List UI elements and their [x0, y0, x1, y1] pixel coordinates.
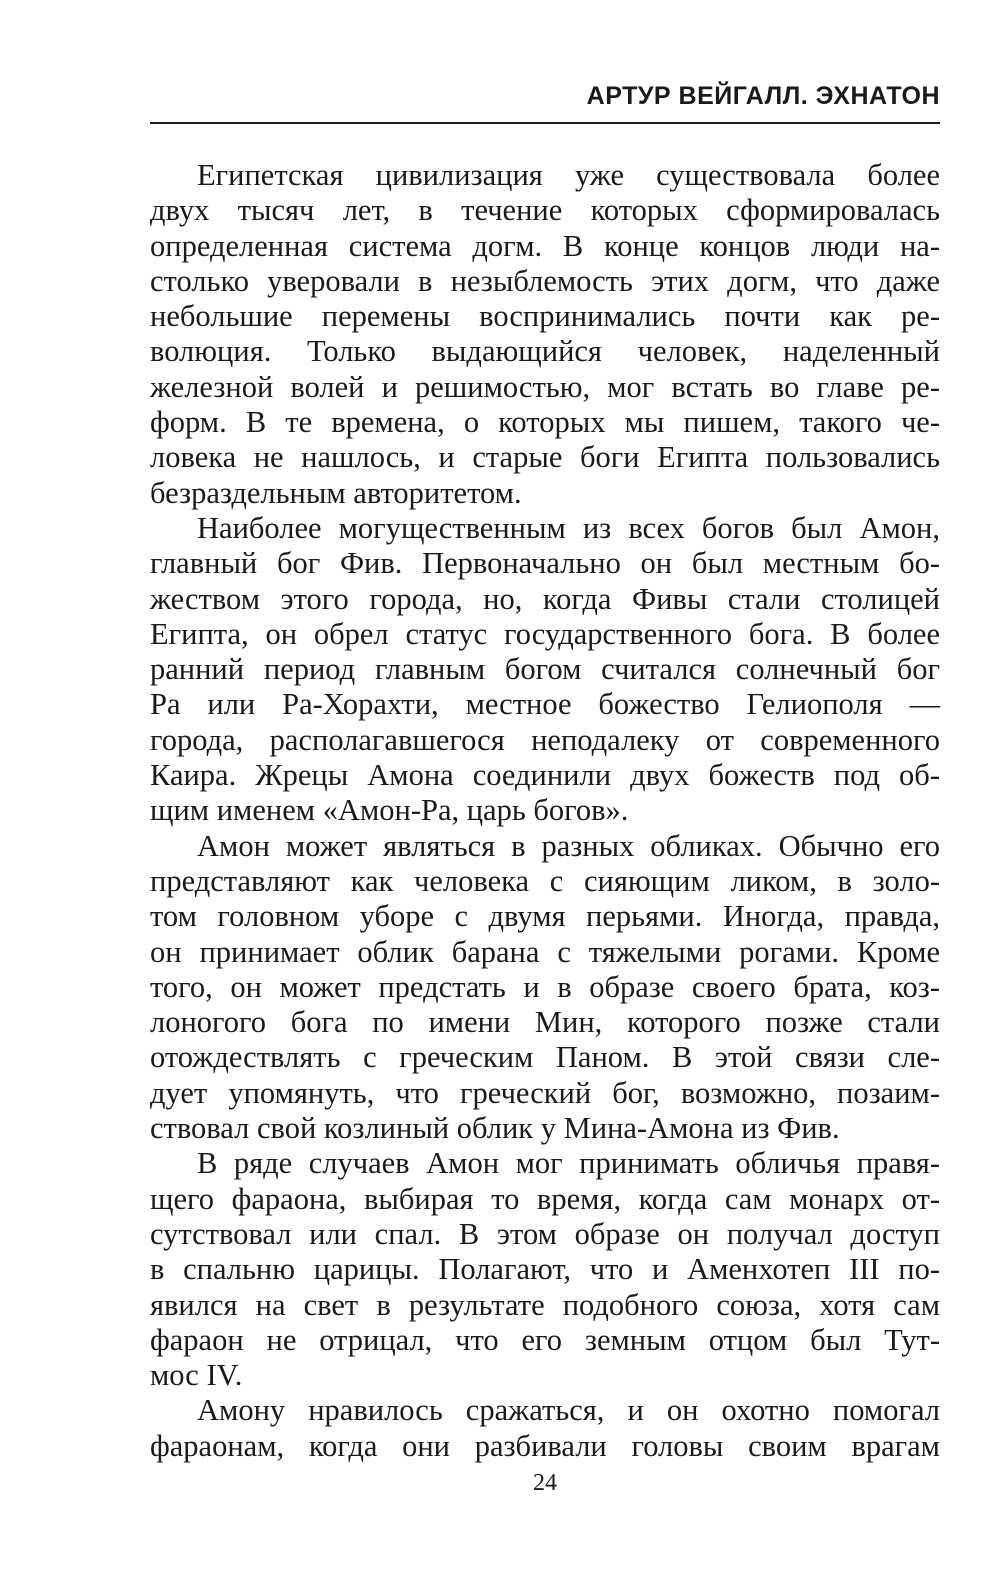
text-line: в спальню царицы. Полагают, что и Аменхотеп III по- — [150, 1252, 940, 1287]
paragraph-3 — [150, 829, 940, 1147]
text-line: железной волей и решимостью, мог встать во главе ре- — [150, 369, 940, 404]
text-line: волюция. Только выдающийся человек, наделенный — [150, 334, 940, 369]
text-line: безраздельным авторитетом. — [150, 475, 522, 510]
text-line: фараон не отрицал, что его земным отцом был Тут- — [150, 1322, 940, 1357]
paragraph-4 — [150, 1146, 940, 1393]
text-line: щего фараона, выбирая то время, когда сам монарх от- — [150, 1181, 940, 1216]
paragraph-5 — [150, 1393, 940, 1464]
text-line: ствовал свой козлиный облик у Мина-Амона из Фив. — [150, 1111, 840, 1146]
text-line: Ра или Ра-Хорахти, местное божество Гелиополя — — [150, 687, 940, 722]
text-line: представляют как человека с сияющим ликом, в золо- — [150, 863, 940, 898]
text-line: того, он может предстать и в образе своего брата, коз- — [150, 969, 940, 1004]
text-line: Амону нравилось сражаться, и он охотно помогал — [197, 1393, 940, 1428]
body-text — [150, 158, 940, 1464]
text-line: отождествлять с греческим Паном. В этой связи сле- — [150, 1040, 940, 1075]
text-line: Египетская цивилизация уже существовала более — [197, 158, 940, 192]
text-line: ранний период главным богом считался солнечный бог — [150, 652, 940, 687]
text-line: жеством этого города, но, когда Фивы стали столицей — [150, 581, 940, 616]
text-line: главный бог Фив. Первоначально он был местным бо- — [150, 546, 940, 581]
page-number: 24 — [533, 1470, 557, 1496]
text-line: том головном уборе с двумя перьями. Иногда, правда, — [150, 899, 940, 934]
text-line: ловека не нашлось, и старые боги Египта пользовались — [150, 440, 940, 475]
header-rule — [150, 122, 940, 124]
text-line: лоногого бога по имени Мин, которого позже стали — [150, 1005, 940, 1040]
text-line: дует упомянуть, что греческий бог, возможно, позаим- — [150, 1075, 940, 1110]
text-line: мос IV. — [150, 1358, 243, 1393]
text-line: сутствовал или спал. В этом образе он получал доступ — [150, 1216, 940, 1251]
text-line: определенная система догм. В конце концов люди на- — [150, 228, 940, 263]
text-line: форм. В те времена, о которых мы пишем, такого че- — [150, 405, 940, 440]
paragraph-1 — [150, 158, 940, 511]
text-line: Египта, он обрел статус государственного бога. В более — [150, 616, 940, 651]
text-line: фараонам, когда они разбивали головы своим врагам — [150, 1428, 940, 1463]
text-line: В ряде случаев Амон мог принимать обличья правя- — [197, 1146, 940, 1181]
text-line: Амон может являться в разных обликах. Обычно его — [197, 828, 940, 863]
text-line: он принимает облик барана с тяжелыми рогами. Кроме — [150, 934, 940, 969]
text-line: Каира. Жрецы Амона соединили двух божеств под об- — [150, 758, 940, 793]
text-line: явился на свет в результате подобного союза, хотя сам — [150, 1287, 940, 1322]
text-line: Наиболее могущественным из всех богов был Амон, — [197, 510, 940, 545]
text-line: щим именем «Амон-Ра, царь богов». — [150, 793, 629, 828]
text-line: города, располагавшегося неподалеку от современного — [150, 722, 940, 757]
paragraph-2 — [150, 511, 940, 829]
text-line: столько уверовали в незыблемость этих догм, что даже — [150, 263, 940, 298]
running-head-title: АРТУР ВЕЙГАЛЛ. ЭХНАТОН — [586, 82, 940, 110]
text-line: небольшие перемены воспринимались почти как ре- — [150, 299, 940, 334]
text-line: двух тысяч лет, в течение которых сформировалась — [150, 193, 940, 228]
